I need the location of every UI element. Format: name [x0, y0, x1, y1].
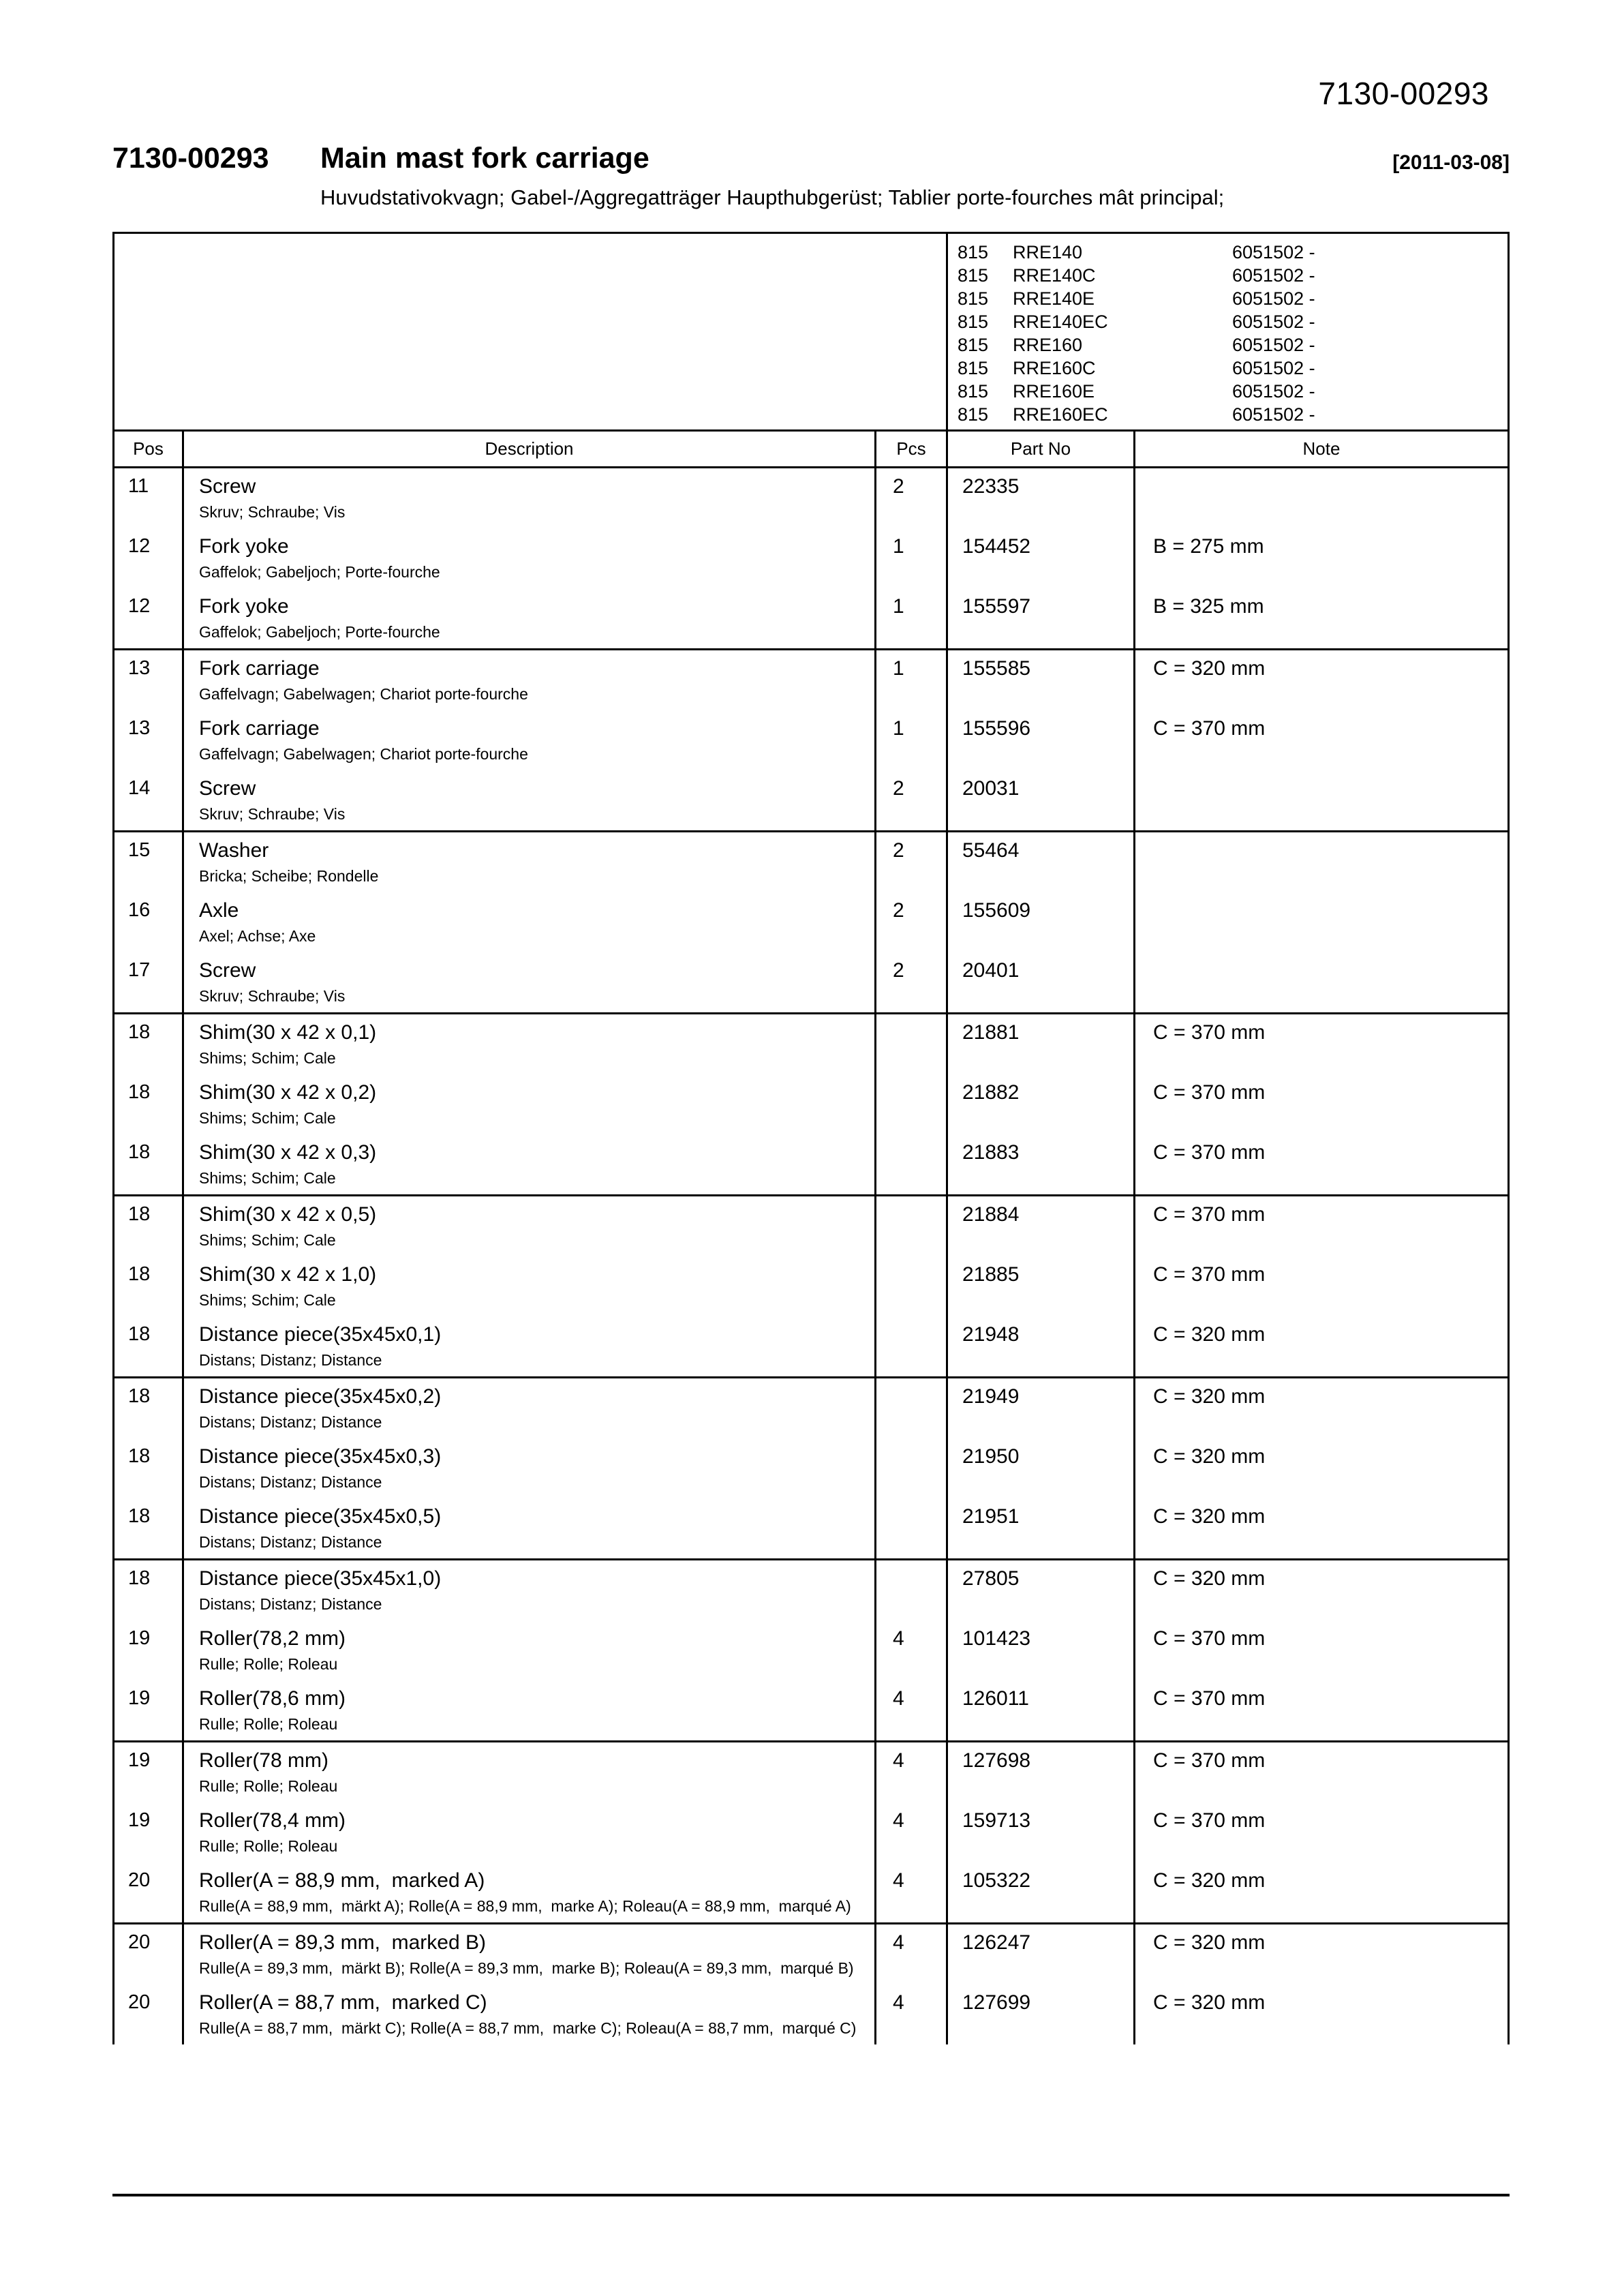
cell-pcs: 2 — [876, 952, 948, 1012]
description-main: Roller(78,4 mm) — [199, 1809, 346, 1832]
cell-pcs — [876, 1316, 948, 1376]
table-row — [114, 1498, 1508, 1560]
cell-description — [184, 650, 876, 710]
cell-part-no: 21951 — [948, 1498, 1135, 1558]
cell-note: C = 320 mm — [1153, 657, 1266, 680]
page-subtitle: Huvudstativokvagn; Gabel-/Aggregatträger Haupthubgerüst; Tablier porte-fourches mât principal; — [320, 185, 1225, 209]
cell-pcs — [876, 1438, 948, 1498]
description-main: Shim(30 x 42 x 0,1) — [199, 1021, 377, 1044]
description-sub: Rulle; Rolle; Roleau — [199, 1655, 338, 1673]
cell-description — [184, 1560, 876, 1620]
cell-note — [1135, 832, 1508, 892]
column-header-note: Note — [1302, 438, 1341, 459]
description-main: Screw — [199, 475, 256, 498]
model-applicability-box — [112, 232, 1510, 429]
cell-part-no: 155596 — [948, 710, 1135, 770]
cell-part-no: 21885 — [948, 1256, 1135, 1316]
page-title: Main mast fork carriage — [320, 142, 649, 175]
description-sub: Distans; Distanz; Distance — [199, 1413, 382, 1431]
model-name: RRE160EC — [1013, 404, 1108, 425]
cell-description — [184, 1862, 876, 1922]
model-serial: 6051502 - — [1232, 358, 1315, 378]
description-main: Distance piece(35x45x0,1) — [199, 1323, 442, 1346]
cell-pos: 20 — [114, 1924, 184, 1984]
document-number: 7130-00293 — [112, 142, 269, 175]
cell-part-no: 155609 — [948, 892, 1135, 952]
cell-description — [184, 952, 876, 1012]
model-name: RRE160 — [1013, 335, 1083, 355]
table-row — [114, 1074, 1508, 1134]
cell-description — [184, 588, 876, 648]
description-sub: Gaffelok; Gabeljoch; Porte-fourche — [199, 563, 440, 581]
cell-pos: 19 — [114, 1802, 184, 1862]
cell-part-no: 21883 — [948, 1134, 1135, 1194]
footer-rule — [112, 2194, 1510, 2196]
cell-part-no: 159713 — [948, 1802, 1135, 1862]
cell-description — [184, 1256, 876, 1316]
cell-pos: 15 — [114, 832, 184, 892]
cell-description — [184, 1620, 876, 1680]
table-row — [114, 770, 1508, 832]
cell-note: C = 370 mm — [1153, 1749, 1266, 1772]
cell-part-no: 155585 — [948, 650, 1135, 710]
description-main: Screw — [199, 777, 256, 800]
cell-note: B = 325 mm — [1153, 595, 1264, 618]
cell-pcs — [876, 1498, 948, 1558]
cell-description — [184, 468, 876, 528]
cell-pcs: 1 — [876, 528, 948, 588]
cell-pos: 18 — [114, 1316, 184, 1376]
cell-note — [1135, 952, 1508, 1012]
cell-part-no: 21884 — [948, 1196, 1135, 1256]
cell-note: B = 275 mm — [1153, 535, 1264, 558]
table-row — [114, 832, 1508, 892]
model-row — [958, 381, 1508, 404]
description-main: Roller(78 mm) — [199, 1749, 329, 1772]
model-list — [948, 234, 1508, 429]
table-row — [114, 1984, 1508, 2044]
cell-pos: 13 — [114, 650, 184, 710]
cell-pos: 12 — [114, 588, 184, 648]
description-main: Fork carriage — [199, 717, 320, 740]
cell-description — [184, 1742, 876, 1802]
description-sub: Gaffelvagn; Gabelwagen; Chariot porte-fourche — [199, 745, 528, 763]
cell-pcs — [876, 1256, 948, 1316]
model-serial: 6051502 - — [1232, 242, 1315, 262]
description-main: Shim(30 x 42 x 1,0) — [199, 1263, 377, 1286]
cell-note — [1135, 892, 1508, 952]
model-name: RRE140 — [1013, 242, 1083, 262]
cell-pcs: 4 — [876, 1680, 948, 1740]
description-main: Roller(A = 89,3 mm, marked B) — [199, 1931, 486, 1954]
cell-description — [184, 1924, 876, 1984]
column-header-pos: Pos — [114, 432, 184, 466]
cell-part-no: 21948 — [948, 1316, 1135, 1376]
cell-part-no: 101423 — [948, 1620, 1135, 1680]
table-row — [114, 892, 1508, 952]
description-main: Distance piece(35x45x1,0) — [199, 1567, 442, 1590]
cell-part-no: 127699 — [948, 1984, 1135, 2044]
cell-pcs: 4 — [876, 1802, 948, 1862]
model-box-empty-area — [114, 234, 948, 429]
model-row — [958, 312, 1508, 335]
revision-date: [2011-03-08] — [1392, 151, 1510, 174]
description-main: Roller(A = 88,7 mm, marked C) — [199, 1991, 487, 2014]
cell-pos: 18 — [114, 1498, 184, 1558]
model-name: RRE160E — [1013, 381, 1095, 402]
table-row — [114, 952, 1508, 1014]
cell-pos: 17 — [114, 952, 184, 1012]
cell-pos: 18 — [114, 1074, 184, 1134]
cell-pos: 20 — [114, 1862, 184, 1922]
description-sub: Distans; Distanz; Distance — [199, 1351, 382, 1369]
cell-note: C = 320 mm — [1153, 1323, 1266, 1346]
cell-note — [1135, 770, 1508, 830]
description-main: Distance piece(35x45x0,3) — [199, 1445, 442, 1468]
model-code: 815 — [958, 288, 989, 309]
model-code: 815 — [958, 404, 989, 425]
table-row — [114, 1680, 1508, 1742]
description-sub: Rulle; Rolle; Roleau — [199, 1837, 338, 1855]
cell-part-no: 21881 — [948, 1014, 1135, 1074]
cell-note: C = 370 mm — [1153, 717, 1266, 740]
cell-note: C = 320 mm — [1153, 1505, 1266, 1528]
cell-pcs: 2 — [876, 892, 948, 952]
cell-pos: 18 — [114, 1378, 184, 1438]
cell-pos: 18 — [114, 1560, 184, 1620]
model-row — [958, 335, 1508, 358]
cell-description — [184, 1134, 876, 1194]
model-code: 815 — [958, 312, 989, 332]
model-row — [958, 242, 1508, 265]
description-sub: Shims; Schim; Cale — [199, 1109, 336, 1127]
model-code: 815 — [958, 358, 989, 378]
cell-part-no: 126011 — [948, 1680, 1135, 1740]
model-serial: 6051502 - — [1232, 335, 1315, 355]
model-serial: 6051502 - — [1232, 288, 1315, 309]
description-sub: Rulle; Rolle; Roleau — [199, 1715, 338, 1733]
description-main: Axle — [199, 899, 239, 922]
description-sub: Skruv; Schraube; Vis — [199, 805, 346, 823]
cell-note: C = 320 mm — [1153, 1869, 1266, 1892]
cell-pcs: 4 — [876, 1742, 948, 1802]
table-row — [114, 710, 1508, 770]
description-sub: Shims; Schim; Cale — [199, 1291, 336, 1309]
cell-description — [184, 1438, 876, 1498]
model-name: RRE140E — [1013, 288, 1095, 309]
table-row — [114, 1862, 1508, 1924]
description-sub: Rulle(A = 88,7 mm, märkt C); Rolle(A = 88,7 mm, marke C); Roleau(A = 88,7 mm, marqué C) — [199, 2019, 857, 2037]
model-name: RRE140EC — [1013, 312, 1108, 332]
cell-part-no: 55464 — [948, 832, 1135, 892]
description-sub: Distans; Distanz; Distance — [199, 1533, 382, 1551]
cell-pos: 11 — [114, 468, 184, 528]
description-sub: Rulle(A = 89,3 mm, märkt B); Rolle(A = 89,3 mm, marke B); Roleau(A = 89,3 mm, marqué B) — [199, 1959, 854, 1977]
cell-description — [184, 892, 876, 952]
description-main: Washer — [199, 839, 269, 862]
table-row — [114, 588, 1508, 650]
description-sub: Distans; Distanz; Distance — [199, 1473, 382, 1491]
cell-pcs — [876, 1560, 948, 1620]
column-header-part-no: Part No — [948, 432, 1135, 466]
cell-note: C = 320 mm — [1153, 1445, 1266, 1468]
cell-note: C = 370 mm — [1153, 1021, 1266, 1044]
table-row — [114, 1196, 1508, 1256]
description-main: Roller(78,6 mm) — [199, 1687, 346, 1710]
table-row — [114, 1560, 1508, 1620]
cell-part-no: 127698 — [948, 1742, 1135, 1802]
description-main: Distance piece(35x45x0,5) — [199, 1505, 442, 1528]
cell-pcs: 1 — [876, 710, 948, 770]
table-row — [114, 650, 1508, 710]
description-sub: Skruv; Schraube; Vis — [199, 987, 346, 1005]
model-name: RRE140C — [1013, 265, 1096, 286]
cell-pos: 19 — [114, 1742, 184, 1802]
description-main: Shim(30 x 42 x 0,2) — [199, 1081, 377, 1104]
cell-description — [184, 770, 876, 830]
cell-part-no: 155597 — [948, 588, 1135, 648]
cell-pcs — [876, 1074, 948, 1134]
cell-part-no: 21950 — [948, 1438, 1135, 1498]
description-sub: Shims; Schim; Cale — [199, 1231, 336, 1249]
cell-description — [184, 1498, 876, 1558]
cell-note: C = 320 mm — [1153, 1931, 1266, 1954]
description-sub: Rulle; Rolle; Roleau — [199, 1777, 338, 1795]
cell-pos: 14 — [114, 770, 184, 830]
cell-description — [184, 1316, 876, 1376]
cell-description — [184, 1014, 876, 1074]
description-sub: Gaffelvagn; Gabelwagen; Chariot porte-fourche — [199, 685, 528, 703]
cell-pos: 13 — [114, 710, 184, 770]
table-row — [114, 1438, 1508, 1498]
description-main: Roller(78,2 mm) — [199, 1627, 346, 1650]
cell-pcs: 4 — [876, 1620, 948, 1680]
description-sub: Shims; Schim; Cale — [199, 1169, 336, 1187]
description-main: Shim(30 x 42 x 0,3) — [199, 1141, 377, 1164]
description-sub: Skruv; Schraube; Vis — [199, 503, 346, 521]
model-row — [958, 288, 1508, 312]
cell-note: C = 320 mm — [1153, 1567, 1266, 1590]
model-serial: 6051502 - — [1232, 404, 1315, 425]
cell-part-no: 154452 — [948, 528, 1135, 588]
cell-description — [184, 832, 876, 892]
cell-note: C = 370 mm — [1153, 1263, 1266, 1286]
table-row — [114, 528, 1508, 588]
cell-pcs — [876, 1014, 948, 1074]
cell-pos: 12 — [114, 528, 184, 588]
cell-pos: 18 — [114, 1134, 184, 1194]
model-code: 815 — [958, 381, 989, 402]
table-row — [114, 1742, 1508, 1802]
description-sub: Shims; Schim; Cale — [199, 1049, 336, 1067]
cell-part-no: 27805 — [948, 1560, 1135, 1620]
table-row — [114, 1256, 1508, 1316]
description-main: Roller(A = 88,9 mm, marked A) — [199, 1869, 485, 1892]
cell-pos: 18 — [114, 1438, 184, 1498]
model-row — [958, 404, 1508, 427]
table-row — [114, 1378, 1508, 1438]
cell-pcs: 2 — [876, 468, 948, 528]
cell-description — [184, 1802, 876, 1862]
cell-part-no: 126247 — [948, 1924, 1135, 1984]
model-name: RRE160C — [1013, 358, 1096, 378]
cell-note — [1135, 468, 1508, 528]
cell-part-no: 20031 — [948, 770, 1135, 830]
table-row — [114, 1802, 1508, 1862]
cell-pcs: 2 — [876, 770, 948, 830]
column-header-pcs: Pcs — [876, 432, 948, 466]
cell-pcs: 4 — [876, 1862, 948, 1922]
description-sub: Distans; Distanz; Distance — [199, 1595, 382, 1613]
cell-pos: 16 — [114, 892, 184, 952]
description-main: Shim(30 x 42 x 0,5) — [199, 1203, 377, 1226]
cell-note: C = 370 mm — [1153, 1141, 1266, 1164]
cell-part-no: 20401 — [948, 952, 1135, 1012]
model-serial: 6051502 - — [1232, 381, 1315, 402]
cell-pos: 19 — [114, 1620, 184, 1680]
description-main: Fork carriage — [199, 657, 320, 680]
cell-pcs — [876, 1134, 948, 1194]
cell-description — [184, 1074, 876, 1134]
cell-part-no: 22335 — [948, 468, 1135, 528]
table-row — [114, 1924, 1508, 1984]
cell-part-no: 21882 — [948, 1074, 1135, 1134]
table-row — [114, 468, 1508, 528]
cell-note: C = 320 mm — [1153, 1991, 1266, 2014]
cell-note: C = 370 mm — [1153, 1809, 1266, 1832]
cell-description — [184, 1378, 876, 1438]
cell-note: C = 320 mm — [1153, 1385, 1266, 1408]
cell-pos: 18 — [114, 1014, 184, 1074]
cell-pcs: 4 — [876, 1924, 948, 1984]
page-header-doc-number: 7130-00293 — [1318, 76, 1489, 111]
cell-note: C = 370 mm — [1153, 1687, 1266, 1710]
cell-description — [184, 710, 876, 770]
description-sub: Rulle(A = 88,9 mm, märkt A); Rolle(A = 88,9 mm, marke A); Roleau(A = 88,9 mm, marqué A) — [199, 1897, 851, 1915]
cell-pos: 18 — [114, 1196, 184, 1256]
table-row — [114, 1014, 1508, 1074]
description-main: Screw — [199, 959, 256, 982]
model-row — [958, 358, 1508, 381]
description-sub: Bricka; Scheibe; Rondelle — [199, 867, 379, 885]
cell-pcs — [876, 1196, 948, 1256]
cell-part-no: 105322 — [948, 1862, 1135, 1922]
model-code: 815 — [958, 265, 989, 286]
model-serial: 6051502 - — [1232, 265, 1315, 286]
cell-pcs: 1 — [876, 650, 948, 710]
cell-description — [184, 1984, 876, 2044]
cell-note: C = 370 mm — [1153, 1203, 1266, 1226]
cell-description — [184, 528, 876, 588]
model-code: 815 — [958, 335, 989, 355]
cell-pos: 19 — [114, 1680, 184, 1740]
cell-pos: 18 — [114, 1256, 184, 1316]
cell-pcs — [876, 1378, 948, 1438]
cell-note: C = 370 mm — [1153, 1081, 1266, 1104]
model-serial: 6051502 - — [1232, 312, 1315, 332]
description-main: Fork yoke — [199, 595, 289, 618]
table-row — [114, 1134, 1508, 1196]
cell-pos: 20 — [114, 1984, 184, 2044]
column-header-description: Description — [184, 432, 876, 466]
table-row — [114, 1316, 1508, 1378]
cell-pcs: 4 — [876, 1984, 948, 2044]
description-sub: Axel; Achse; Axe — [199, 927, 316, 945]
table-row — [114, 1620, 1508, 1680]
cell-pcs: 1 — [876, 588, 948, 648]
cell-part-no: 21949 — [948, 1378, 1135, 1438]
description-sub: Gaffelok; Gabeljoch; Porte-fourche — [199, 623, 440, 641]
cell-pcs: 2 — [876, 832, 948, 892]
model-code: 815 — [958, 242, 989, 262]
cell-description — [184, 1680, 876, 1740]
parts-table — [112, 232, 1510, 2044]
table-body — [112, 468, 1510, 2044]
model-row — [958, 265, 1508, 288]
cell-description — [184, 1196, 876, 1256]
table-column-header — [112, 429, 1510, 468]
description-main: Distance piece(35x45x0,2) — [199, 1385, 442, 1408]
cell-note: C = 370 mm — [1153, 1627, 1266, 1650]
description-main: Fork yoke — [199, 535, 289, 558]
